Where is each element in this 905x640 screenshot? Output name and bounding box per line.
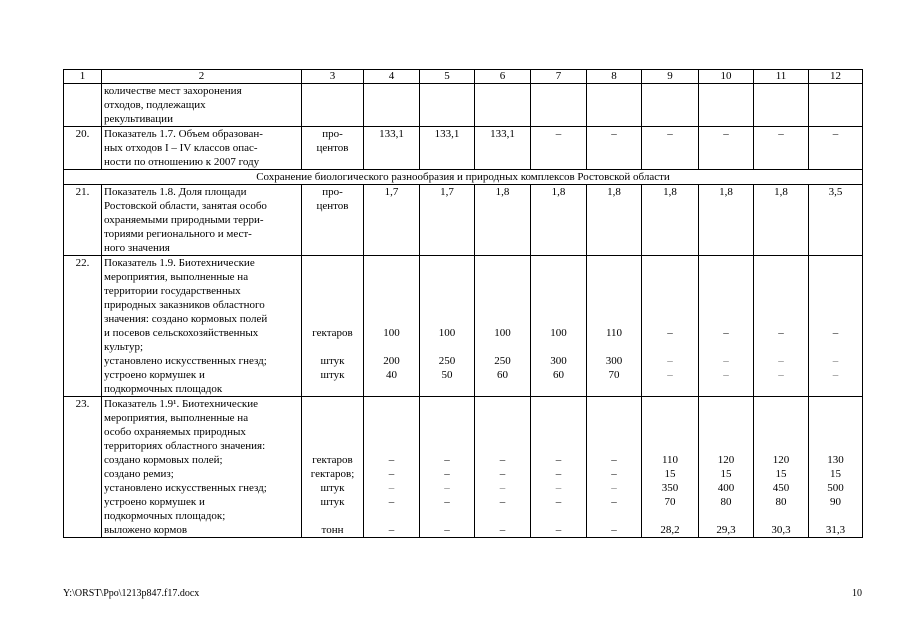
- value: –: [555, 524, 562, 536]
- value: –: [444, 496, 450, 508]
- value: –: [555, 496, 562, 508]
- header-cell: 2: [102, 70, 302, 84]
- value-cell: 1,8: [587, 185, 642, 256]
- value-cell: [754, 84, 809, 127]
- value-cell: [809, 256, 863, 397]
- footer-file-path: Y:\ORST\Ppo\1213p847.f17.docx: [63, 588, 200, 599]
- unit-cell: [302, 84, 364, 127]
- table-row-continuation: [64, 84, 863, 127]
- value-cell: 1,8: [699, 185, 754, 256]
- value-cell: –: [642, 127, 699, 170]
- header-cell: 7: [531, 70, 587, 84]
- unit-line: гектаров: [312, 327, 353, 339]
- value: –: [723, 355, 729, 367]
- page-number: 10: [852, 588, 862, 599]
- header-cell: 3: [302, 70, 364, 84]
- row-number: 20.: [64, 127, 102, 170]
- value-cell: [642, 256, 699, 397]
- value: 250: [494, 355, 511, 367]
- value: –: [832, 355, 839, 367]
- value-cell: [531, 256, 587, 397]
- table-row-22: [64, 256, 863, 397]
- section-title: Сохранение биологического разнообразия и природных комплексов Ростовской области: [64, 170, 863, 185]
- text-line: устроено кормушек и: [104, 369, 205, 381]
- value-cell: [364, 397, 420, 538]
- value: –: [388, 482, 395, 494]
- value: 31,3: [825, 524, 846, 536]
- text-line: выложено кормов: [104, 524, 188, 536]
- value: 28,2: [660, 524, 680, 536]
- value: 60: [497, 369, 508, 381]
- table-row-23: [64, 397, 863, 538]
- unit-line: штук: [320, 482, 345, 494]
- value-cell: [420, 84, 475, 127]
- header-cell: 9: [642, 70, 699, 84]
- value: 350: [661, 482, 679, 494]
- unit-line: про-: [322, 128, 343, 140]
- value: 80: [720, 496, 732, 508]
- text-line: установлено искусственных гнезд;: [104, 355, 267, 367]
- text-line: Ростовской области, занятая особо: [104, 200, 267, 212]
- text-line: установлено искусственных гнезд;: [104, 482, 267, 494]
- value: –: [667, 327, 673, 339]
- value: –: [499, 468, 506, 480]
- value-cell: [587, 256, 642, 397]
- value-cell: [420, 256, 475, 397]
- text-line: охраняемыми природными терри-: [104, 214, 264, 226]
- value-cell: 1,7: [420, 185, 475, 256]
- value-cell: [475, 397, 531, 538]
- value: 120: [717, 454, 735, 466]
- value: 200: [383, 355, 400, 367]
- header-cell: 11: [754, 70, 809, 84]
- value: 400: [717, 482, 735, 494]
- value: 15: [775, 468, 787, 480]
- unit-line: гектаров: [312, 454, 353, 466]
- value: 120: [772, 454, 790, 466]
- value: 100: [550, 327, 567, 339]
- value-cell: [587, 397, 642, 538]
- value: 40: [386, 369, 397, 381]
- text-line: значения: создано кормовых полей: [104, 313, 268, 325]
- value: 15: [720, 468, 732, 480]
- row-number: 23.: [64, 397, 102, 538]
- text-line: рекультивации: [104, 113, 173, 125]
- unit-line: тонн: [321, 524, 344, 536]
- value: 70: [608, 369, 620, 381]
- text-line: Показатель 1.9. Биотехнические: [104, 257, 255, 269]
- text-line: количестве мест захоронения: [104, 85, 242, 97]
- value: –: [555, 468, 562, 480]
- text-line: подкормочных площадок: [104, 383, 223, 395]
- value-cell: [699, 256, 754, 397]
- value: 100: [383, 327, 400, 339]
- unit-line: центов: [316, 142, 349, 154]
- header-row: [64, 70, 863, 84]
- value: –: [555, 454, 562, 466]
- unit-cell: [302, 127, 364, 170]
- value-cell: 1,8: [754, 185, 809, 256]
- row-number: 22.: [64, 256, 102, 397]
- value: –: [499, 454, 506, 466]
- row-number: 21.: [64, 185, 102, 256]
- value: –: [499, 524, 506, 536]
- value: –: [611, 524, 617, 536]
- value-cell: –: [587, 127, 642, 170]
- value: –: [778, 327, 784, 339]
- value: 29,3: [716, 524, 736, 536]
- indicator-text: [102, 256, 302, 397]
- value: 110: [605, 327, 623, 339]
- table-row-20: [64, 127, 863, 170]
- text-line: Показатель 1.9¹. Биотехнические: [104, 398, 258, 410]
- header-cell: 8: [587, 70, 642, 84]
- value-cell: [699, 84, 754, 127]
- unit-cell: [302, 185, 364, 256]
- table-row-21: [64, 185, 863, 256]
- value: 130: [827, 454, 844, 466]
- value-cell: –: [699, 127, 754, 170]
- value: –: [611, 454, 617, 466]
- value-cell: –: [809, 127, 863, 170]
- value: 110: [661, 454, 679, 466]
- value: 15: [830, 468, 841, 480]
- value-cell: 1,8: [642, 185, 699, 256]
- value-cell: –: [754, 127, 809, 170]
- unit-line: гектаров;: [310, 468, 355, 480]
- value-cell: 1,8: [475, 185, 531, 256]
- text-line: особо охраняемых природных: [104, 426, 246, 438]
- text-line: устроено кормушек и: [104, 496, 205, 508]
- text-line: культур;: [104, 341, 144, 353]
- unit-line: штук: [320, 496, 345, 508]
- text-line: природных заказников областного: [104, 299, 265, 311]
- text-line: подкормочных площадок;: [104, 510, 226, 522]
- value: 60: [553, 369, 564, 381]
- text-line: территории государственных: [104, 285, 241, 297]
- value: 30,3: [771, 524, 791, 536]
- value: 500: [827, 482, 844, 494]
- header-cell: 5: [420, 70, 475, 84]
- value: –: [832, 327, 839, 339]
- unit-line: штук: [320, 369, 345, 381]
- value: –: [444, 524, 450, 536]
- value: 250: [438, 355, 456, 367]
- value: –: [388, 468, 395, 480]
- value: 100: [438, 327, 456, 339]
- value: –: [778, 355, 784, 367]
- value-cell: [642, 84, 699, 127]
- value: 90: [830, 496, 841, 508]
- value-cell: [642, 397, 699, 538]
- header-cell: 10: [699, 70, 754, 84]
- header-cell: 12: [809, 70, 863, 84]
- text-line: создано кормовых полей;: [104, 454, 223, 466]
- text-line: мероприятия, выполненные на: [104, 412, 249, 424]
- value-cell: [420, 397, 475, 538]
- text-line: ных отходов I – IV классов опас-: [104, 142, 258, 154]
- value-cell: [475, 256, 531, 397]
- value: –: [555, 482, 562, 494]
- value: –: [388, 496, 395, 508]
- text-line: создано ремиз;: [104, 468, 174, 480]
- text-line: мероприятия, выполненные на: [104, 271, 249, 283]
- text-line: Показатель 1.7. Объем образован-: [104, 128, 263, 140]
- value: –: [444, 482, 450, 494]
- text-line: и посевов сельскохозяйственных: [104, 327, 259, 339]
- value-cell: [531, 84, 587, 127]
- text-line: отходов, подлежащих: [104, 99, 206, 111]
- header-cell: 1: [64, 70, 102, 84]
- value-cell: [531, 397, 587, 538]
- text-line: ного значения: [104, 242, 170, 254]
- value: –: [499, 496, 506, 508]
- indicator-text: [102, 127, 302, 170]
- value: 15: [664, 468, 676, 480]
- value: 300: [550, 355, 567, 367]
- row-number: [64, 84, 102, 127]
- value-cell: [364, 256, 420, 397]
- value: –: [723, 327, 729, 339]
- indicator-text: [102, 84, 302, 127]
- value: –: [723, 369, 729, 381]
- text-line: ности по отношению к 2007 году: [104, 156, 260, 168]
- indicator-text: [102, 397, 302, 538]
- value: –: [444, 468, 450, 480]
- text-line: Показатель 1.8. Доля площади: [104, 186, 247, 198]
- value-cell: [699, 397, 754, 538]
- unit-cell: [302, 256, 364, 397]
- value-cell: [754, 397, 809, 538]
- unit-line: штук: [320, 355, 345, 367]
- value: 300: [605, 355, 623, 367]
- value: 450: [772, 482, 790, 494]
- section-row: [64, 170, 863, 185]
- value-cell: 133,1: [420, 127, 475, 170]
- value-cell: –: [531, 127, 587, 170]
- value: –: [667, 355, 673, 367]
- value: –: [611, 468, 617, 480]
- value: 50: [441, 369, 453, 381]
- value: –: [444, 454, 450, 466]
- indicator-text: [102, 185, 302, 256]
- value-cell: [754, 256, 809, 397]
- value-cell: [475, 84, 531, 127]
- value-cell: 3,5: [809, 185, 863, 256]
- value-cell: 1,8: [531, 185, 587, 256]
- text-line: территориях областного значения:: [104, 440, 266, 452]
- unit-line: про-: [322, 186, 343, 198]
- value-cell: 133,1: [475, 127, 531, 170]
- value-cell: 133,1: [364, 127, 420, 170]
- value: –: [388, 454, 395, 466]
- value-cell: [809, 397, 863, 538]
- value-cell: 1,7: [364, 185, 420, 256]
- value: –: [499, 482, 506, 494]
- value: –: [778, 369, 784, 381]
- value: –: [388, 524, 395, 536]
- value: –: [832, 369, 839, 381]
- text-line: ториями регионального и мест-: [104, 228, 252, 240]
- unit-cell: [302, 397, 364, 538]
- data-table: [63, 69, 863, 538]
- value-cell: [364, 84, 420, 127]
- value: –: [611, 482, 617, 494]
- header-cell: 6: [475, 70, 531, 84]
- value: 80: [775, 496, 787, 508]
- value-cell: [587, 84, 642, 127]
- value-cell: [809, 84, 863, 127]
- value: 70: [664, 496, 676, 508]
- value: 100: [494, 327, 511, 339]
- value: –: [611, 496, 617, 508]
- header-cell: 4: [364, 70, 420, 84]
- unit-line: центов: [316, 200, 349, 212]
- value: –: [667, 369, 673, 381]
